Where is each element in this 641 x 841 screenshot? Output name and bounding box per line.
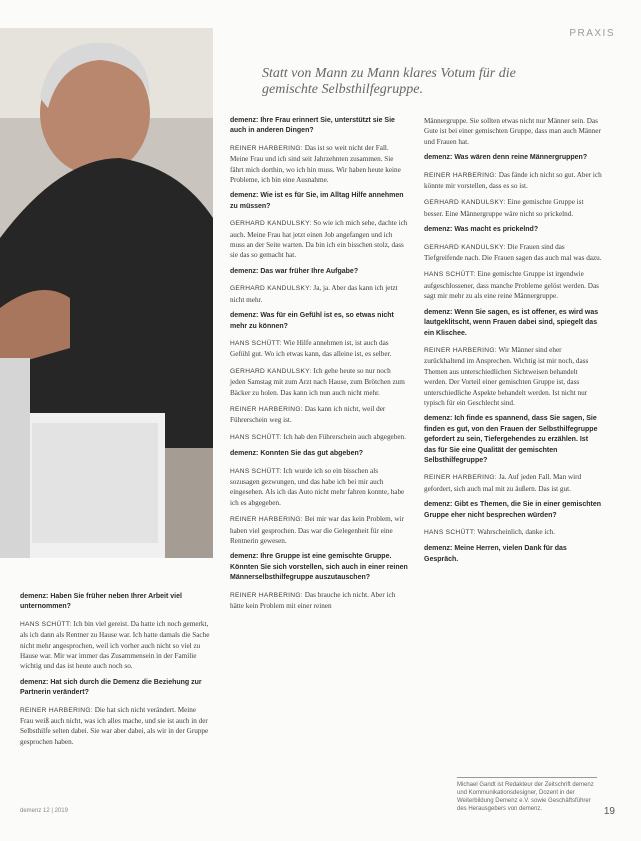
interview-answer (230, 338, 408, 360)
speaker-name: GERHARD KANDULSKY: (424, 243, 506, 251)
interview-answer (230, 143, 408, 186)
speaker-name: REINER HARBERING: (424, 346, 497, 354)
interview-question: demenz: Ihre Gruppe ist eine gemischte Gruppe. Könnten Sie sich vorstellen, sich auch in einer reinen Männerselbsthilfegruppe auszutauschen? (230, 553, 408, 582)
speaker-name: REINER HARBERING: (230, 516, 303, 524)
answer-text: Wie Hilfe annehmen ist, ist auch das Gefühl gut. Wo ich etwas kann, das alleine ist, es selber. (230, 338, 392, 359)
interview-question: demenz: Meine Herren, vielen Dank für das Gespräch. (424, 545, 567, 563)
speaker-name: HANS SCHÜTT: (230, 467, 282, 475)
interview-answer (230, 283, 408, 305)
interview-question: demenz: Haben Sie früher neben Ihrer Arbeit viel unternommen? (20, 593, 182, 611)
answer-text: Die Frauen sind das Tiefgreifende nach. Die Frauen sagen das auch mal was dazu. (424, 242, 602, 263)
interview-question: demenz: Was wären denn reine Männergruppen? (424, 154, 588, 162)
answer-text: Ja, ja. Aber das kann ich jetzt nicht mehr. (230, 284, 398, 304)
interview-answer (20, 619, 210, 672)
speaker-name: GERHARD KANDULSKY: (424, 199, 506, 207)
interview-answer (230, 404, 408, 426)
answer-text: So wie ich mich sehe, dachte ich auch. Meine Frau hat jetzt einen Job angefangen und ich muss an der Seite warten. Da bin ich ein bisschen stolz, dass sie das so gemacht hat. (230, 219, 408, 260)
pull-quote: Statt von Mann zu Mann klares Votum für die gemischte Selbsthilfegruppe. (262, 66, 516, 97)
interview-question: demenz: Wie ist es für Sie, im Alltag Hilfe annehmen zu müssen? (230, 192, 404, 210)
interview-question: demenz: Gibt es Themen, die Sie in einer gemischten Gruppe eher nicht besprechen würden? (424, 501, 601, 519)
interview-column-left (20, 592, 210, 753)
interview-answer (424, 269, 602, 301)
interview-photo (0, 28, 213, 558)
speaker-name: REINER HARBERING: (20, 706, 93, 714)
answer-text: Ja. Auf jeden Fall. Man wird gefordert, sich auch mal mit zu äußern. Das ist gut. (424, 473, 582, 493)
interview-answer (230, 366, 408, 398)
author-bio: Michael Gandt ist Redakteur der Zeitschrift demenz und Kommunikationsdesigner, Dozent in der Weiterbildung Demenz e.V. sowie Geschäftsführer des Herausgebers von demenz. (457, 777, 597, 813)
speaker-name: REINER HARBERING: (424, 474, 497, 482)
speaker-name: GERHARD KANDULSKY: (230, 367, 312, 375)
answer-text: Ich hab den Führerschein auch abgegeben. (281, 432, 406, 441)
interview-answer (424, 527, 602, 538)
answer-text: Ich bin viel gereist. Da hatte ich noch gemerkt, als ich dann als Rentner zu Hause war. Ich hatte damals die Sache nicht mehr angesprochen, weil ich vorher auch nicht so viel zu Hause war. Mir war immer das Zusammensein in der Familie wichtig und das ist heute auch noch so. (20, 619, 210, 671)
answer-text: Bei mir war das kein Problem, wir haben viel gesprochen. Das war die Gelegenheit für eine Rentnerin gewesen. (230, 515, 404, 545)
answer-text: Das ist so weit nicht der Fall. Meine Frau und ich sind seit Jahrzehnten zusammen. Sie fährt mich dorthin, wo ich hin muss. Wir haben heute keine Probleme, ich bin eine Ausnahme. (230, 143, 401, 185)
interview-answer (230, 466, 408, 509)
speaker-name: GERHARD KANDULSKY: (230, 220, 312, 228)
interview-answer (230, 590, 408, 612)
answer-text: Eine gemischte Gruppe ist besser. Eine Männergruppe wäre nicht so prickelnd. (424, 198, 584, 218)
speaker-name: REINER HARBERING: (424, 171, 497, 179)
interview-question: demenz: Hat sich durch die Demenz die Beziehung zur Partnerin verändert? (20, 678, 202, 697)
interview-question: demenz: Was für ein Gefühl ist es, so etwas nicht mehr zu können? (230, 312, 394, 330)
interview-continued-text: Männergruppe. Sie sollten etwas nicht nur Männer sein. Das Gute ist bei einer gemischten Gruppe, dass man auch Männer und Frauen hat. (424, 117, 601, 146)
interview-question: demenz: Ihre Frau erinnert Sie, unterstützt sie Sie auch in anderen Dingen? (230, 117, 395, 135)
answer-text: Wir Männer sind eher zurückhaltend im Ansprechen. Wichtig ist mir noch, dass Themen aus unterschiedlichen Sichtweisen behandelt werden. Der Vorteil einer gemischten Gruppe ist, dass unterschiedliche Aspekte behandelt werden. Ist nicht nur typisch für ein Geschlecht sind. (424, 345, 589, 407)
interview-question: demenz: Ich finde es spannend, dass Sie sagen, Sie finden es gut, von den Frauen der Selbsthilfegruppe gefordert zu sein, Tiefergehendes zu erzählen. Ist das für Sie eine Qualität der gemischten Selbsthilfegruppe? (424, 415, 598, 464)
page-number: 19 (603, 806, 615, 817)
speaker-name: HANS SCHÜTT: (424, 529, 476, 536)
answer-text: Das kann ich nicht, weil der Führerschein weg ist. (230, 404, 386, 425)
speaker-name: GERHARD KANDULSKY: (230, 285, 312, 293)
speaker-name: HANS SCHÜTT: (230, 339, 282, 347)
speaker-name: HANS SCHÜTT: (20, 620, 72, 628)
interview-answer (424, 197, 602, 219)
answer-text: Die hat sich nicht verändert. Meine Frau weiß auch nicht, was ich alles mache, und sie ist auch in der Selbsthilfe selten dabei. Sie war aber dabei, als wir in der Gruppe gesprochen haben. (20, 705, 209, 746)
interview-answer (424, 242, 602, 264)
interview-column-a (230, 116, 408, 617)
answer-text: Wahrscheinlich, danke ich. (475, 528, 555, 536)
speaker-name: REINER HARBERING: (230, 144, 303, 152)
interview-answer (230, 432, 408, 443)
footer-issue: demenz 12 | 2019 (20, 808, 68, 814)
interview-question: demenz: Konnten Sie das gut abgeben? (230, 450, 364, 458)
answer-text: Das brauche ich nicht. Aber ich hätte kein Problem mit einer reinen (230, 590, 396, 611)
interview-answer (424, 472, 602, 494)
answer-text: Das fände ich nicht so gut. Aber ich könnte mir vorstellen, dass es so ist. (424, 170, 602, 191)
interview-answer (230, 218, 408, 261)
interview-question: demenz: Was macht es prickelnd? (424, 226, 539, 234)
interview-answer (424, 170, 602, 192)
speaker-name: REINER HARBERING: (230, 405, 303, 413)
photo-illustration (0, 28, 213, 558)
interview-answer (230, 514, 408, 546)
speaker-name: HANS SCHÜTT: (424, 271, 476, 279)
speaker-name: HANS SCHÜTT: (230, 433, 282, 441)
answer-text: Ich wurde ich so ein bisschen als sozusagen gezwungen, und das habe ich bei mir auch eingesehen. Als ich das Auto nicht mehr fahren konnte, habe ich es abgegeben. (230, 466, 405, 507)
interview-answer (20, 705, 210, 748)
section-label: PRAXIS (569, 28, 615, 39)
answer-text: Ich gehe heute so nur noch jeden Samstag mit zum Arzt nach Hause, zum Brötchen zum Bäcker zu holen. Das kann ich nun auch nicht mehr. (230, 366, 405, 397)
answer-text: Eine gemischte Gruppe ist irgendwie aufgeschlossener, dass manche Probleme gelöst werden. Das sagt mir mehr zu als eine reine Männergruppe. (424, 270, 599, 301)
interview-question: demenz: Das war früher Ihre Aufgabe? (230, 267, 359, 275)
interview-column-b (424, 116, 602, 571)
speaker-name: REINER HARBERING: (230, 591, 303, 599)
interview-question: demenz: Wenn Sie sagen, es ist offener, es wird was lautgeklitscht, wenn Frauen dabei sind, spiegelt das ein Klischee. (424, 308, 599, 337)
interview-answer (424, 345, 602, 408)
